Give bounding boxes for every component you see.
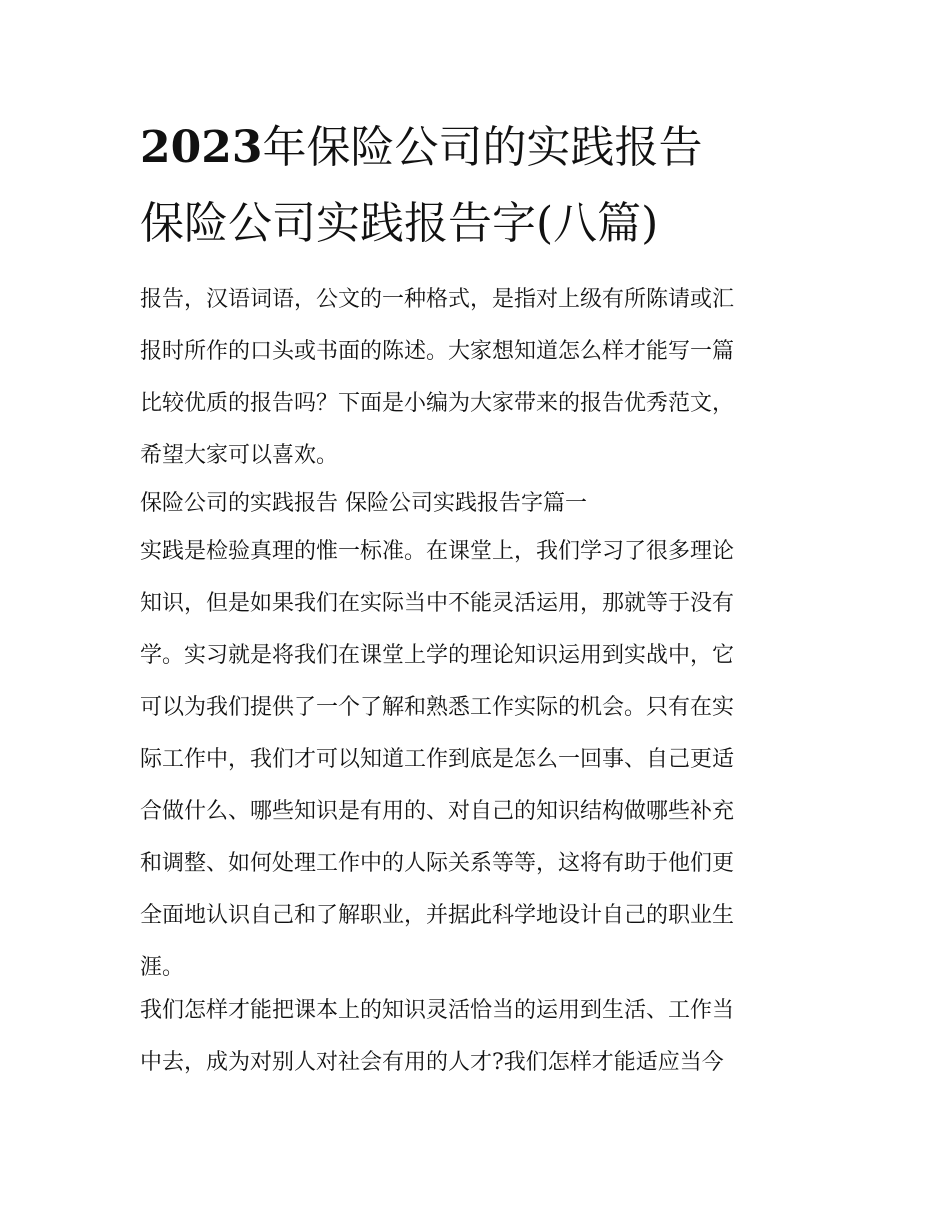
intro-line-1: 报告，汉语词语，公文的一种格式，是指对上级有所陈请或汇: [140, 287, 735, 312]
body2-line-2: 中去，成为对别人对社会有用的人才?我们怎样才能适应当今: [140, 1050, 724, 1075]
body1-line-5: 际工作中，我们才可以知道工作到底是怎么一回事、自己更适: [140, 747, 735, 772]
intro-line-4: 希望大家可以喜欢。: [140, 443, 339, 468]
body1-line-8: 全面地认识自己和了解职业，并据此科学地设计自己的职业生: [140, 903, 735, 928]
body1-line-9: 涯。: [140, 955, 185, 980]
document-title-line-1: [140, 122, 840, 173]
body1-line-2: 知识，但是如果我们在实际当中不能灵活运用，那就等于没有: [140, 591, 735, 616]
intro-line-2: 报时所作的口头或书面的陈述。大家想知道怎么样才能写一篇: [140, 339, 735, 364]
body1-line-4: 可以为我们提供了一个了解和熟悉工作实际的机会。只有在实: [140, 695, 735, 720]
section-heading: 保险公司的实践报告 保险公司实践报告字篇一: [140, 491, 587, 516]
title-line-1-text: 年保险公司的实践报告: [262, 122, 703, 173]
document-title-line-2: 保险公司实践报告字(八篇): [140, 198, 659, 249]
body1-line-3: 学。实习就是将我们在课堂上学的理论知识运用到实战中，它: [140, 643, 735, 668]
intro-line-3: 比较优质的报告吗？下面是小编为大家带来的报告优秀范文，: [140, 391, 735, 416]
body1-line-1: 实践是检验真理的惟一标准。在课堂上，我们学习了很多理论: [140, 539, 735, 564]
body1-line-7: 和调整、如何处理工作中的人际关系等等，这将有助于他们更: [140, 851, 735, 876]
body1-line-6: 合做什么、哪些知识是有用的、对自己的知识结构做哪些补充: [140, 799, 735, 824]
title-year: 2023: [140, 122, 263, 173]
body2-line-1: 我们怎样才能把课本上的知识灵活恰当的运用到生活、工作当: [140, 998, 735, 1023]
